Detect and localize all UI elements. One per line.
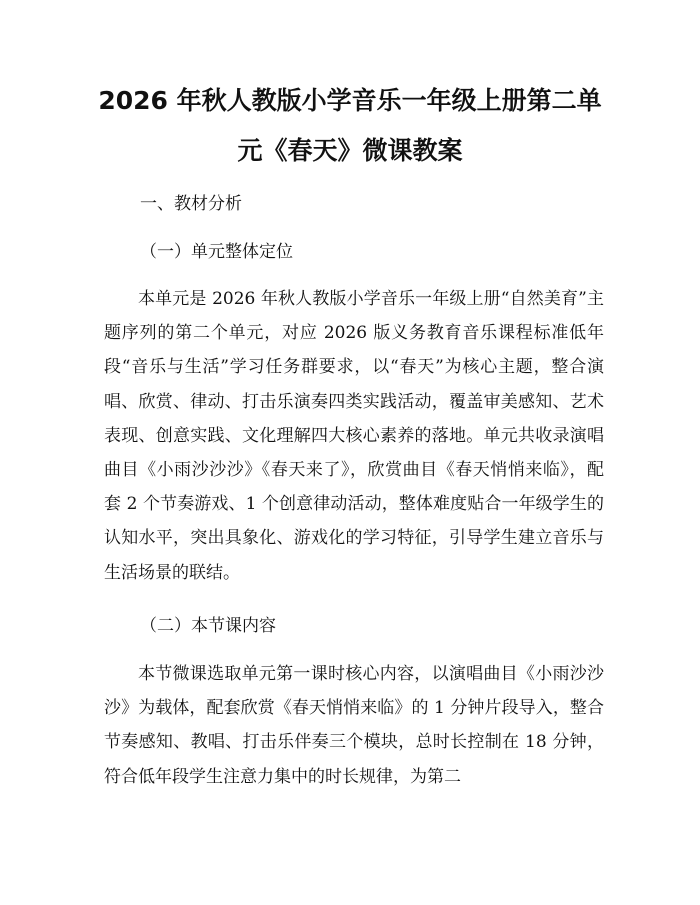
paragraph-lesson-content: 本节微课选取单元第一课时核心内容，以演唱曲目《小雨沙沙沙》为载体，配套欣赏《春天悄悄来临》的 1 分钟片段导入，整合节奏感知、教唱、打击乐伴奏三个模块，总时长控制在 18 分钟，符合低年段学生注意力集中的时长规律，为第二	[104, 664, 604, 787]
subsection-heading-lesson-content: （二）本节课内容	[140, 616, 276, 636]
section-heading-materials-analysis: 一、教材分析	[140, 194, 242, 214]
document-title-line-1: 2026 年秋人教版小学音乐一年级上册第二单	[98, 86, 602, 115]
document-title-line-2: 元《春天》微课教案	[237, 136, 463, 165]
subsection-heading-unit-positioning: （一）单元整体定位	[140, 242, 293, 262]
paragraph-unit-positioning: 本单元是 2026 年秋人教版小学音乐一年级上册“自然美育”主题序列的第二个单元，对应 2026 版义务教育音乐课程标准低年段“音乐与生活”学习任务群要求，以“春天”为核心主题，整合演唱、欣赏、律动、打击乐演奏四类实践活动，覆盖审美感知、艺术表现、创意实践、文化理解四大核心素养的落地。单元共收录演唱曲目《小雨沙沙沙》《春天来了》，欣赏曲目《春天悄悄来临》，配套 2 个节奏游戏、1 个创意律动活动，整体难度贴合一年级学生的认知水平，突出具象化、游戏化的学习特征，引导学生建立音乐与生活场景的联结。	[104, 289, 604, 583]
